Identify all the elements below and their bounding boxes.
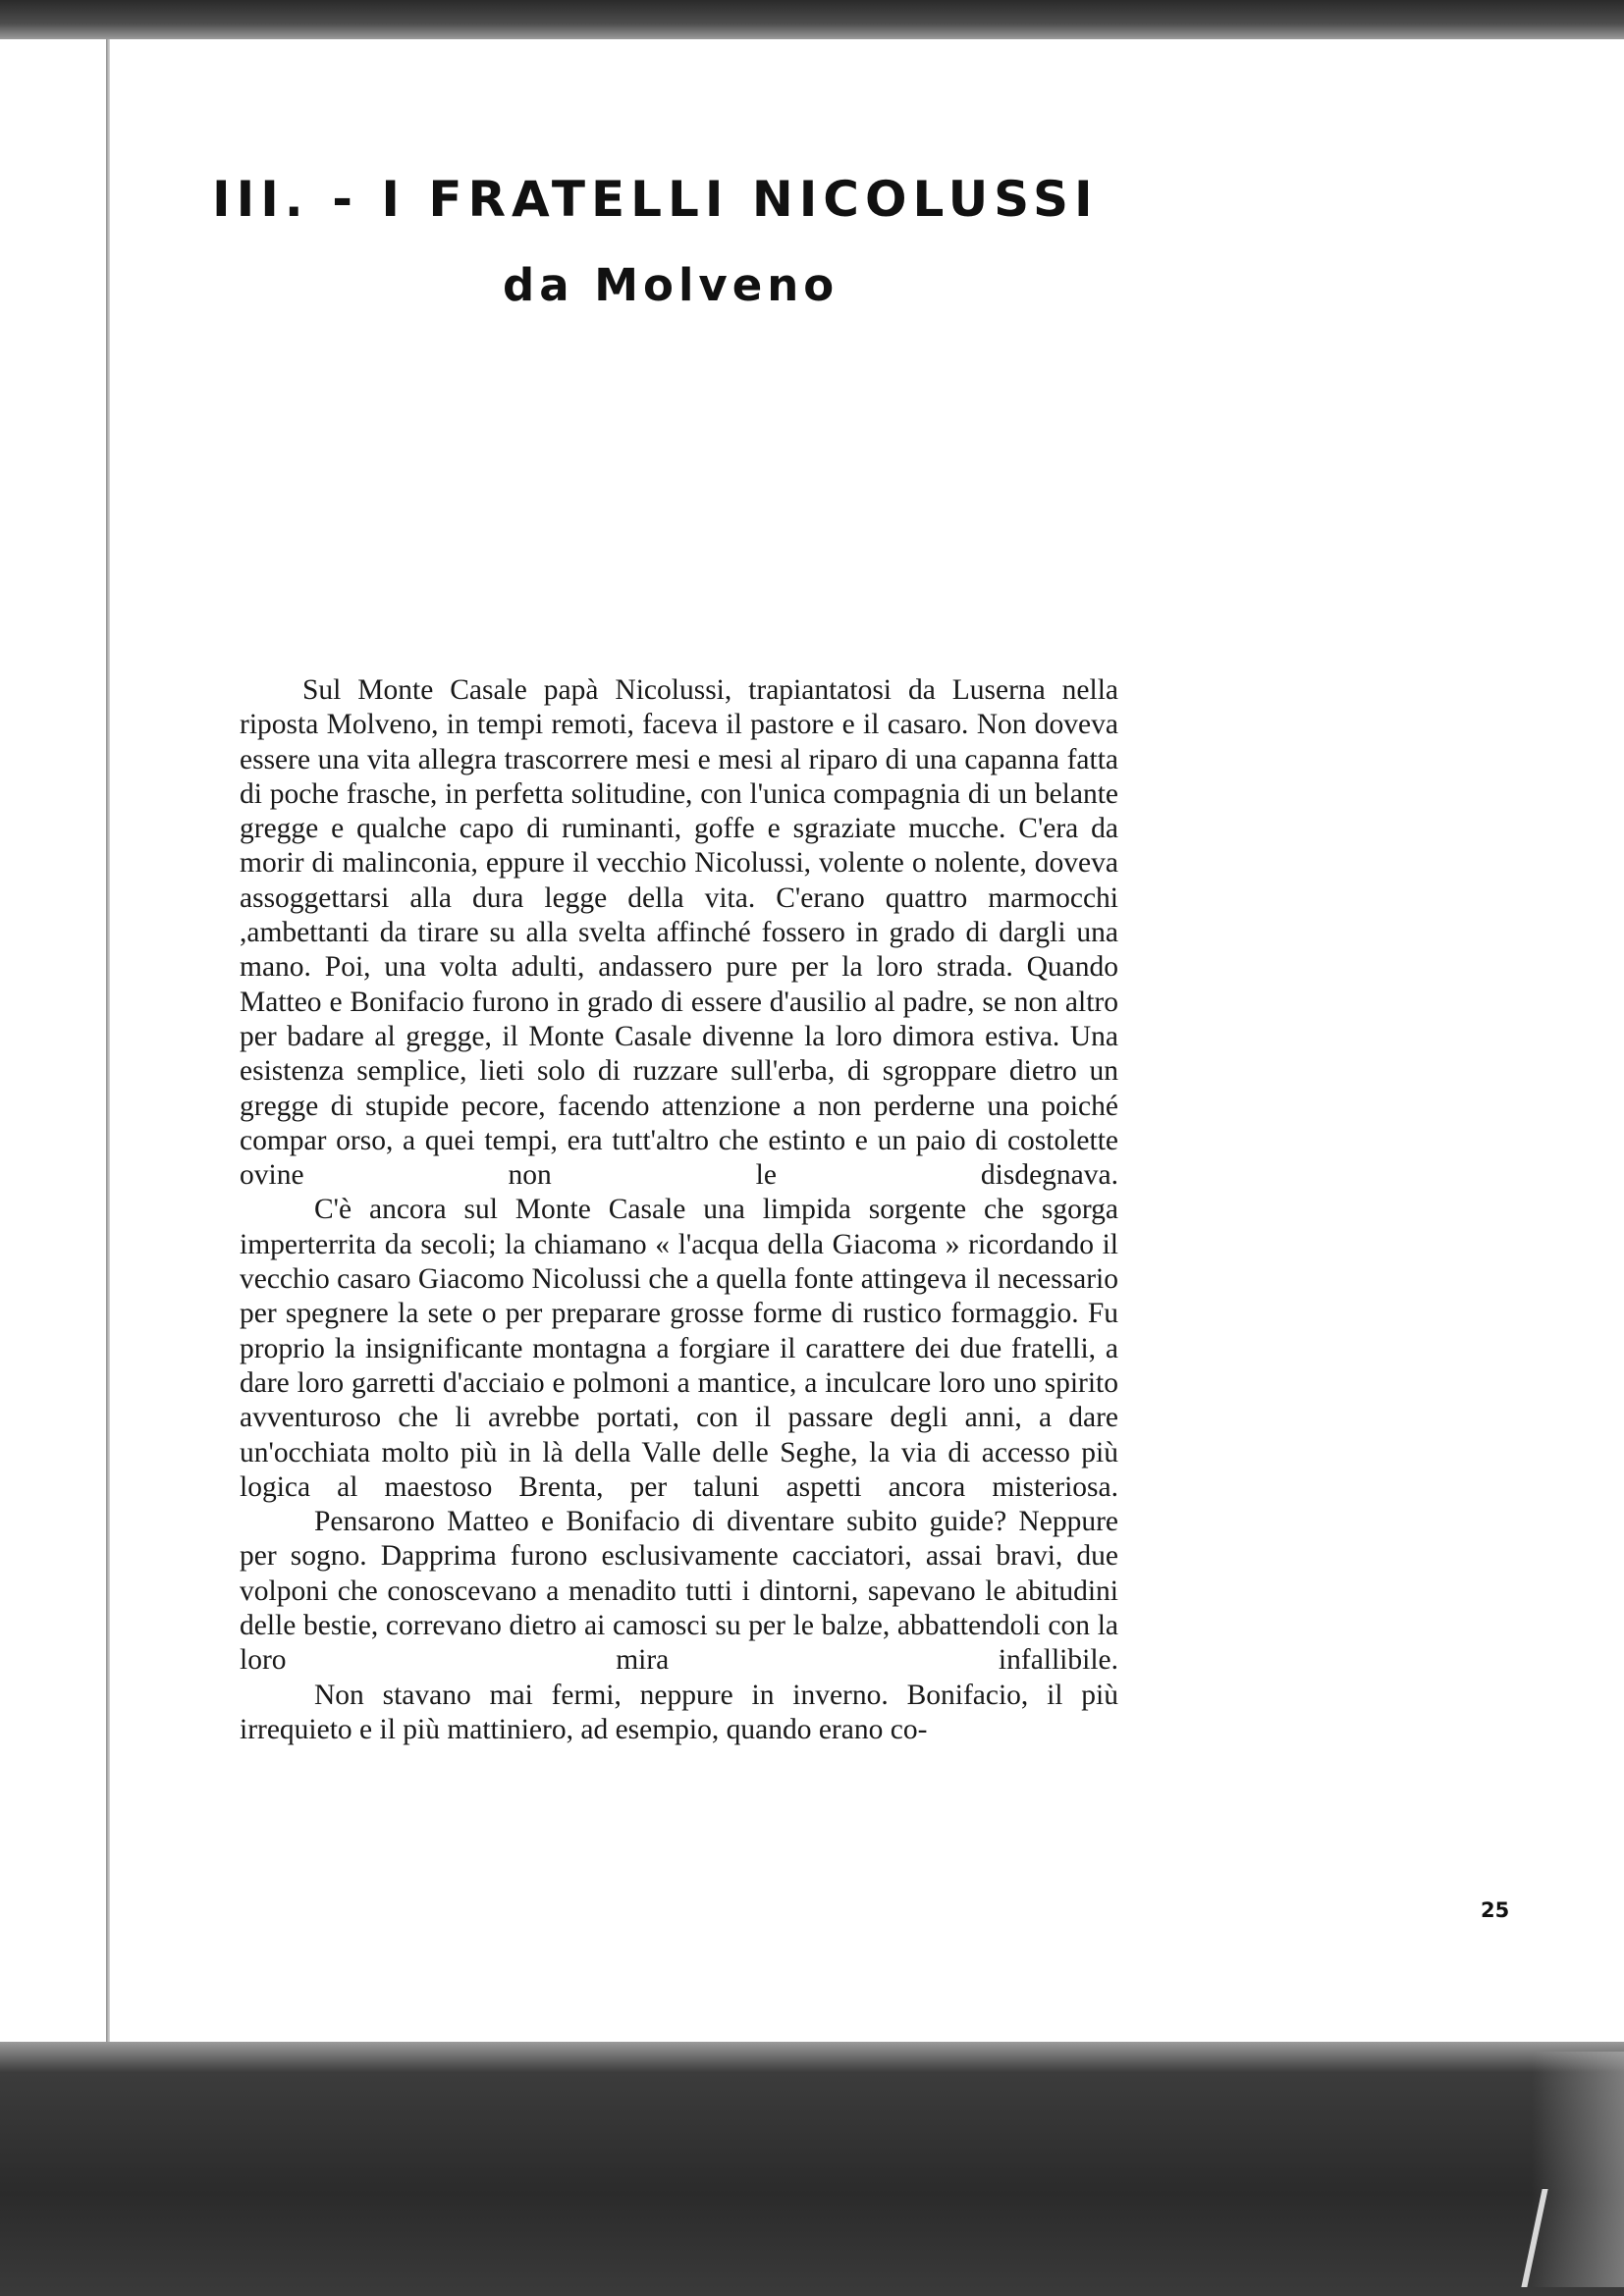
paragraph: Non stavano mai fermi, neppure in inverno. Bonifacio, il più irrequieto e il più mattiniero, ad esempio, quando erano co- [240,1679,1118,1745]
paragraph: Pensarono Matteo e Bonifacio di diventare subito guide? Neppure per sogno. Dapprima furono esclusivamente cacciatori, assai bravi, due volponi che conoscevano a menadito tutti i dintorni, sapevano le abitudini delle bestie, correvano dietro ai camosci su per le balze, abbattendoli con la loro mira infallibile. [240,1506,1118,1677]
scan-binding-edge [106,39,110,2042]
chapter-subtitle: da Molveno [503,259,839,311]
paragraph: Sul Monte Casale papà Nicolussi, trapiantatosi da Luserna nella riposta Molveno, in tempi remoti, faceva il pastore e il casaro. Non doveva essere una vita allegra trascorrere mesi e mesi al riparo di una capanna fatta di poche frasche, in perfetta solitudine, con l'unica compagnia di un belante gregge e qualche capo di ruminanti, goffe e sgraziate mucche. C'era da morir di malinconia, eppure il vecchio Nicolussi, volente o nolente, doveva assoggettarsi alla dura legge della vita. C'erano quattro marmocchi ,ambettanti da tirare su alla svelta affinché fossero in grado di dargli una mano. Poi, una volta adulti, andassero pure per la loro strada. Quando Matteo e Bonifacio furono in grado di essere d'ausilio al padre, se non altro per badare al gregge, il Monte Casale divenne la loro dimora estiva. Una esistenza semplice, lieti solo di ruzzare sull'erba, di sgroppare dietro un gregge di stupide pecore, facendo attenzione a non perderne una poiché compar orso, a quei tempi, era tutt'altro che estinto e un paio di costolette ovine non le disdegnava. [240,674,1118,1192]
body-text [240,673,1118,1747]
scan-bottom-edge [0,2042,1624,2296]
chapter-title: III. - I FRATELLI NICOLUSSI [212,171,1099,228]
page-number: 25 [1481,1898,1510,1922]
scan-top-edge [0,0,1624,39]
paragraph: C'è ancora sul Monte Casale una limpida sorgente che sgorga imperterrita da secoli; la chiamano « l'acqua della Giacoma » ricordando il vecchio casaro Giacomo Nicolussi che a quella fonte attingeva il necessario per spegnere la sete o per preparare grosse forme di rustico formaggio. Fu proprio la insignificante montagna a forgiare il carattere dei due fratelli, a dare loro garretti d'acciaio e polmoni a mantice, a inculcare loro uno spirito avventuroso che li avrebbe portati, con il passare degli anni, a dare un'occhiata molto più in là della Valle delle Seghe, la via di accesso più logica al maestoso Brenta, per taluni aspetti ancora misteriosa. [240,1194,1118,1503]
